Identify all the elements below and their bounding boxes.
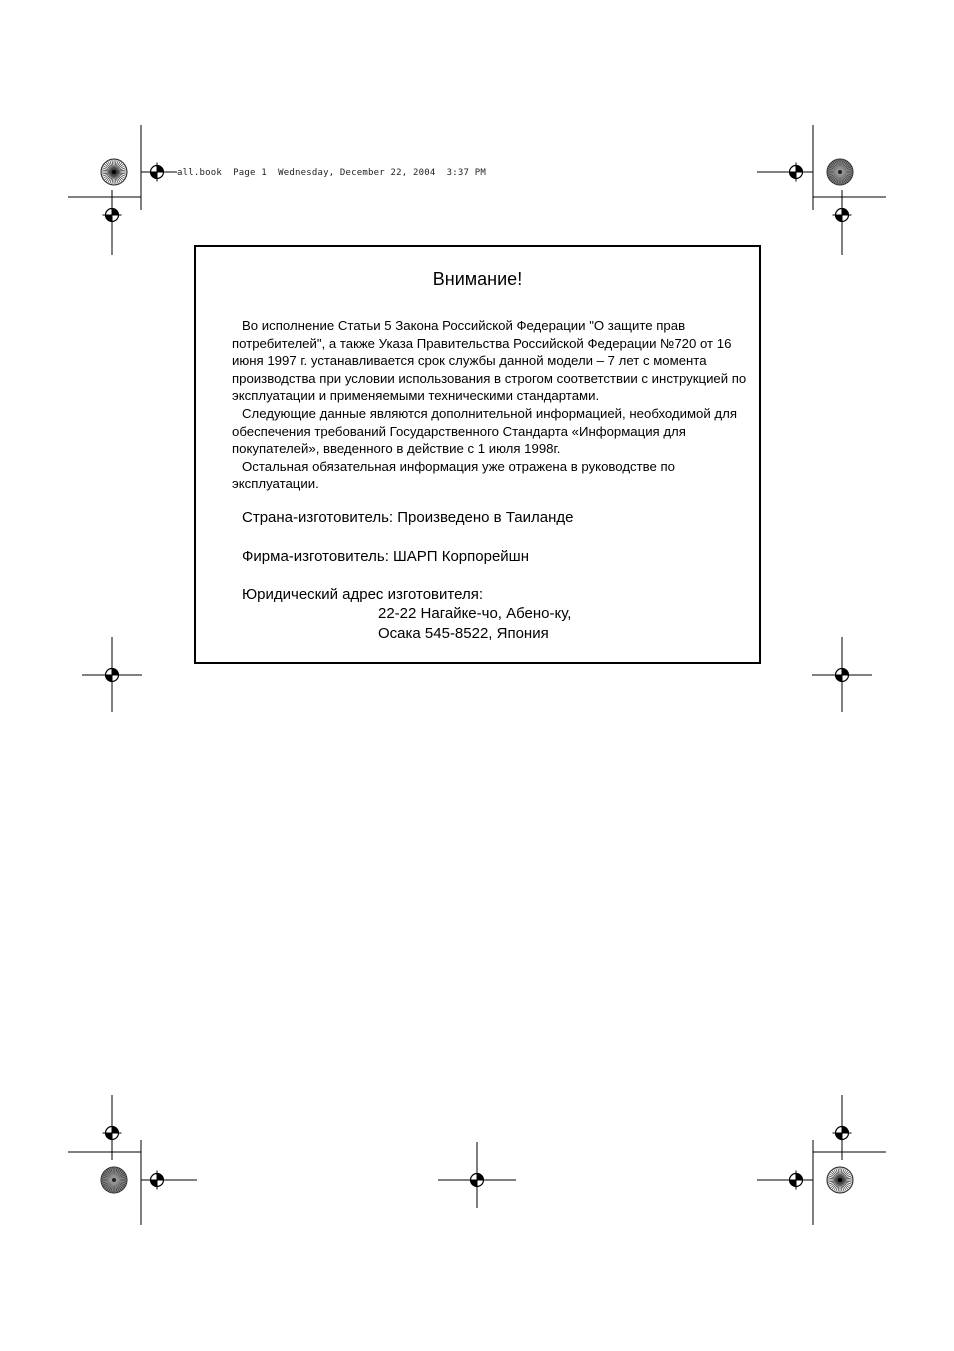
country-line: Страна-изготовитель: Произведено в Таиланде bbox=[242, 509, 574, 526]
registration-target-icon bbox=[787, 163, 806, 182]
registration-target-icon bbox=[103, 666, 122, 685]
notice-paragraph: Остальная обязательная информация уже отражена в руководстве по эксплуатации. bbox=[232, 458, 675, 492]
registration-target-icon bbox=[148, 163, 167, 182]
company-line: Фирма-изготовитель: ШАРП Корпорейшн bbox=[242, 548, 529, 565]
registration-target-icon bbox=[468, 1171, 487, 1190]
registration-target-icon bbox=[103, 1124, 122, 1143]
address-line: Осака 545-8522, Япония bbox=[378, 625, 549, 642]
registration-target-icon bbox=[148, 1171, 167, 1190]
registration-target-icon bbox=[103, 206, 122, 225]
sunburst-dark-icon bbox=[827, 159, 853, 185]
registration-target-icon bbox=[833, 1124, 852, 1143]
sunburst-dark-icon bbox=[101, 1167, 127, 1193]
sunburst-icon bbox=[101, 159, 127, 185]
notice-paragraph: Следующие данные являются дополнительной информацией, необходимой для обеспечения требований Государственного Стандарта «Информация для покупателей», введенного в действие с 1 июля 1998г. bbox=[232, 405, 737, 457]
print-header: all.book Page 1 Wednesday, December 22, 2004 3:37 PM bbox=[177, 168, 487, 178]
notice-box bbox=[194, 245, 761, 664]
registration-target-icon bbox=[787, 1171, 806, 1190]
address-line: 22-22 Нагайке-чо, Абено-ку, bbox=[378, 605, 572, 622]
notice-title: Внимание! bbox=[432, 269, 523, 289]
registration-target-icon bbox=[833, 666, 852, 685]
address-label: Юридический адрес изготовителя: bbox=[242, 586, 483, 603]
notice-paragraph: Во исполнение Статьи 5 Закона Российской Федерации "О защите прав потребителей", а также Указа Правительства Российской Федерации №720 от 16 июня 1997 г. устанавливается срок службы данной модели – 7 лет с момента производства при условии использования в строгом соответствии с инструкцией по эксплуатации и применяемыми техническими стандартами. bbox=[232, 318, 747, 404]
registration-target-icon bbox=[833, 206, 852, 225]
notice-paragraphs bbox=[232, 317, 759, 493]
sunburst-icon bbox=[827, 1167, 853, 1193]
